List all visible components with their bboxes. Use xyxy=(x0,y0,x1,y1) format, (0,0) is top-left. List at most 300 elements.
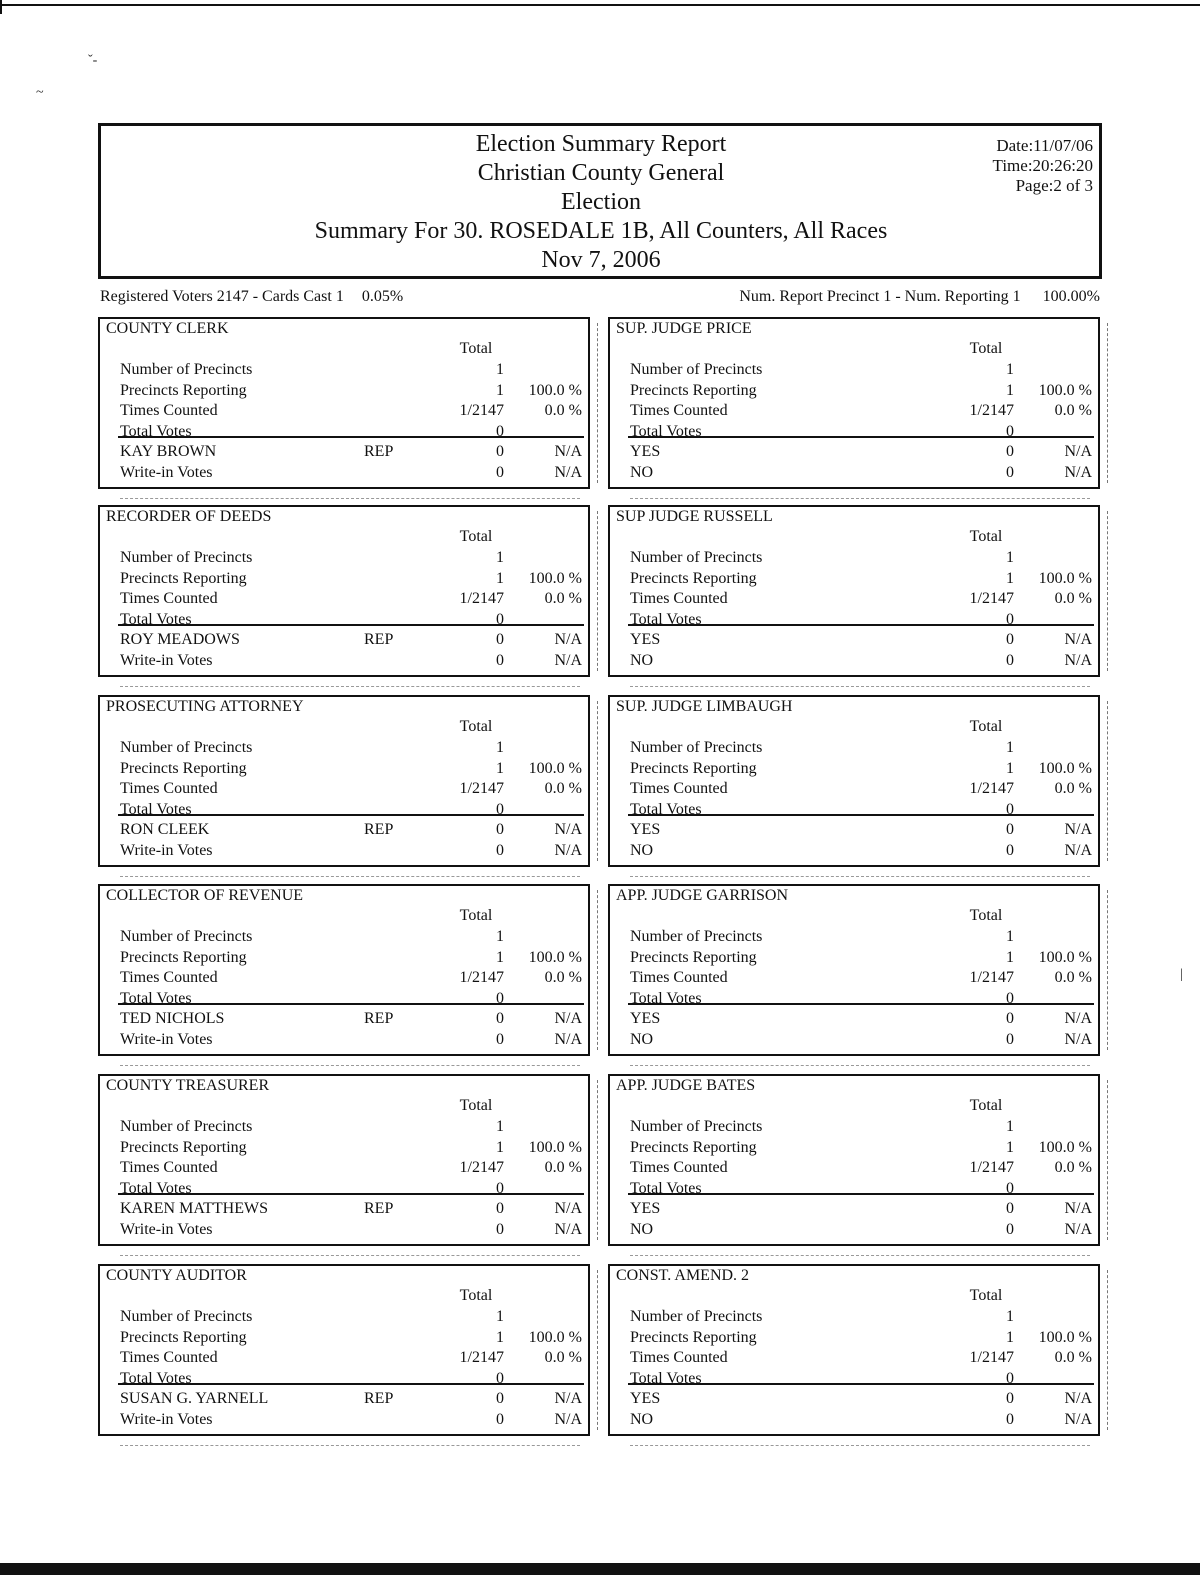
choice-votes: 0 xyxy=(1006,464,1014,481)
choice-label: NO xyxy=(630,1411,654,1428)
scan-speck: ~ xyxy=(36,85,44,100)
row-label: Number of Precincts xyxy=(630,361,763,378)
number-of-precincts-row xyxy=(610,927,1098,947)
scan-edge-artifact xyxy=(597,701,598,861)
scan-edge-artifact xyxy=(1107,701,1108,861)
choice-votes: 0 xyxy=(496,1411,504,1428)
choice-row xyxy=(100,841,588,861)
choice-row xyxy=(100,1030,588,1050)
row-label: Number of Precincts xyxy=(120,1118,253,1135)
race-title: SUP. JUDGE LIMBAUGH xyxy=(616,698,793,715)
race-box xyxy=(98,1074,590,1246)
row-label: Precincts Reporting xyxy=(120,570,247,587)
row-percent: 0.0 % xyxy=(544,969,582,986)
choice-votes: 0 xyxy=(496,1010,504,1027)
choice-votes: 0 xyxy=(1006,1221,1014,1238)
choice-percent: N/A xyxy=(1064,1031,1092,1048)
report-meta xyxy=(993,136,1093,196)
report-election: Election xyxy=(561,189,641,215)
row-value: 0 xyxy=(496,423,504,440)
scan-edge-artifact xyxy=(1107,323,1108,483)
choice-votes: 0 xyxy=(496,842,504,859)
row-value: 1/2147 xyxy=(459,1349,504,1366)
row-label: Total Votes xyxy=(120,990,192,1007)
row-value: 1 xyxy=(1006,1308,1014,1325)
race-title: SUP. JUDGE PRICE xyxy=(616,320,752,337)
choice-label: NO xyxy=(630,1031,654,1048)
choice-row xyxy=(100,442,588,462)
row-value: 1 xyxy=(1006,1329,1014,1346)
row-value: 1/2147 xyxy=(969,590,1014,607)
race-title: COUNTY CLERK xyxy=(106,320,229,337)
candidate-divider xyxy=(628,624,1094,626)
candidate-divider xyxy=(628,1003,1094,1005)
cards-cast-pct: 0.05% xyxy=(361,288,404,305)
choice-row xyxy=(100,651,588,671)
choice-label: NO xyxy=(630,1221,654,1238)
choice-percent: N/A xyxy=(1064,652,1092,669)
row-label: Total Votes xyxy=(120,801,192,818)
row-label: Precincts Reporting xyxy=(120,382,247,399)
race-box xyxy=(608,884,1100,1056)
times-counted-row xyxy=(100,779,588,799)
row-value: 1 xyxy=(1006,1118,1014,1135)
row-value: 1 xyxy=(496,570,504,587)
row-percent: 100.0 % xyxy=(1038,1139,1092,1156)
choice-percent: N/A xyxy=(554,1200,582,1217)
candidate-divider xyxy=(118,814,584,816)
number-of-precincts-row xyxy=(610,548,1098,568)
scan-left-mark xyxy=(0,0,2,14)
precincts-reporting-row xyxy=(610,1328,1098,1348)
row-label: Precincts Reporting xyxy=(630,570,757,587)
total-header: Total xyxy=(459,718,493,735)
row-value: 1 xyxy=(1006,739,1014,756)
report-title: Election Summary Report xyxy=(475,131,727,157)
scan-speck: | xyxy=(1180,967,1183,982)
choice-percent: N/A xyxy=(1064,1200,1092,1217)
choice-label: RON CLEEK xyxy=(120,821,210,838)
choice-votes: 0 xyxy=(1006,1031,1014,1048)
scan-underline-artifact xyxy=(120,686,580,687)
race-box xyxy=(98,505,590,677)
row-percent: 100.0 % xyxy=(1038,570,1092,587)
row-label: Total Votes xyxy=(120,1180,192,1197)
number-of-precincts-row xyxy=(610,1307,1098,1327)
choice-label: YES xyxy=(630,821,661,838)
total-votes-row xyxy=(100,1369,588,1389)
candidate-divider xyxy=(628,436,1094,438)
choice-votes: 0 xyxy=(496,443,504,460)
row-label: Precincts Reporting xyxy=(630,949,757,966)
row-value: 0 xyxy=(1006,801,1014,818)
total-votes-row xyxy=(100,989,588,1009)
scan-edge-artifact xyxy=(597,323,598,483)
row-label: Number of Precincts xyxy=(630,549,763,566)
row-value: 1 xyxy=(496,1118,504,1135)
row-label: Precincts Reporting xyxy=(630,760,757,777)
choice-votes: 0 xyxy=(1006,443,1014,460)
row-value: 1 xyxy=(496,1139,504,1156)
choice-percent: N/A xyxy=(554,842,582,859)
scan-underline-artifact xyxy=(120,1445,580,1446)
candidate-divider xyxy=(118,1193,584,1195)
row-label: Times Counted xyxy=(630,402,728,419)
row-percent: 0.0 % xyxy=(544,1159,582,1176)
choice-row xyxy=(610,1389,1098,1409)
choice-percent: N/A xyxy=(1064,842,1092,859)
choice-label: Write-in Votes xyxy=(120,464,213,481)
race-title: PROSECUTING ATTORNEY xyxy=(106,698,304,715)
row-value: 0 xyxy=(496,611,504,628)
choice-row xyxy=(100,1009,588,1029)
precincts-reporting-row xyxy=(610,381,1098,401)
row-value: 0 xyxy=(1006,611,1014,628)
choice-row xyxy=(610,1009,1098,1029)
total-votes-row xyxy=(610,610,1098,630)
row-label: Times Counted xyxy=(120,780,218,797)
choice-percent: N/A xyxy=(1064,464,1092,481)
scan-underline-artifact xyxy=(630,876,1090,877)
race-title: CONST. AMEND. 2 xyxy=(616,1267,750,1284)
choice-percent: N/A xyxy=(1064,821,1092,838)
number-of-precincts-row xyxy=(610,1117,1098,1137)
precincts-reporting-row xyxy=(100,948,588,968)
row-value: 0 xyxy=(1006,990,1014,1007)
race-box xyxy=(608,317,1100,489)
race-title: APP. JUDGE GARRISON xyxy=(616,887,789,904)
row-percent: 0.0 % xyxy=(1054,1349,1092,1366)
row-label: Total Votes xyxy=(630,611,702,628)
choice-votes: 0 xyxy=(496,631,504,648)
row-value: 0 xyxy=(496,1180,504,1197)
row-percent: 0.0 % xyxy=(544,402,582,419)
row-label: Total Votes xyxy=(120,1370,192,1387)
row-value: 1 xyxy=(496,949,504,966)
choice-votes: 0 xyxy=(496,821,504,838)
row-label: Number of Precincts xyxy=(120,739,253,756)
scan-underline-artifact xyxy=(120,1065,580,1066)
choice-votes: 0 xyxy=(1006,1010,1014,1027)
row-percent: 100.0 % xyxy=(528,1329,582,1346)
race-box xyxy=(98,884,590,1056)
choice-row xyxy=(100,1220,588,1240)
choice-votes: 0 xyxy=(496,652,504,669)
choice-votes: 0 xyxy=(1006,821,1014,838)
choice-percent: N/A xyxy=(554,631,582,648)
row-value: 1 xyxy=(1006,928,1014,945)
choice-percent: N/A xyxy=(554,443,582,460)
times-counted-row xyxy=(100,968,588,988)
total-header: Total xyxy=(459,340,493,357)
row-percent: 100.0 % xyxy=(528,949,582,966)
race-box xyxy=(608,695,1100,867)
row-value: 1/2147 xyxy=(969,402,1014,419)
race-title: COLLECTOR OF REVENUE xyxy=(106,887,304,904)
row-label: Number of Precincts xyxy=(120,928,253,945)
scan-underline-artifact xyxy=(120,498,580,499)
choice-party: REP xyxy=(364,1010,394,1027)
row-label: Times Counted xyxy=(630,969,728,986)
choice-votes: 0 xyxy=(496,1200,504,1217)
choice-party: REP xyxy=(364,443,394,460)
choice-label: YES xyxy=(630,1200,661,1217)
precincts-reporting-row xyxy=(100,759,588,779)
choice-percent: N/A xyxy=(1064,1010,1092,1027)
choice-label: ROY MEADOWS xyxy=(120,631,240,648)
total-votes-row xyxy=(610,422,1098,442)
row-label: Number of Precincts xyxy=(120,361,253,378)
scan-edge-artifact xyxy=(597,1080,598,1240)
choice-votes: 0 xyxy=(1006,631,1014,648)
candidate-divider xyxy=(118,624,584,626)
report-summary-line: Summary For 30. ROSEDALE 1B, All Counters, All Races xyxy=(314,218,888,244)
choice-row xyxy=(610,630,1098,650)
row-label: Precincts Reporting xyxy=(120,760,247,777)
row-label: Number of Precincts xyxy=(120,549,253,566)
choice-percent: N/A xyxy=(554,821,582,838)
row-percent: 100.0 % xyxy=(1038,949,1092,966)
candidate-divider xyxy=(628,1383,1094,1385)
times-counted-row xyxy=(100,1158,588,1178)
choice-percent: N/A xyxy=(554,1390,582,1407)
choice-party: REP xyxy=(364,1200,394,1217)
race-title: RECORDER OF DEEDS xyxy=(106,508,272,525)
choice-percent: N/A xyxy=(554,1221,582,1238)
total-votes-row xyxy=(100,800,588,820)
choice-row xyxy=(100,820,588,840)
row-percent: 100.0 % xyxy=(1038,382,1092,399)
choice-label: Write-in Votes xyxy=(120,1411,213,1428)
race-box xyxy=(608,1264,1100,1436)
times-counted-row xyxy=(100,401,588,421)
report-title-block xyxy=(101,130,1101,275)
row-label: Precincts Reporting xyxy=(120,1139,247,1156)
row-value: 1 xyxy=(1006,949,1014,966)
choice-label: Write-in Votes xyxy=(120,842,213,859)
times-counted-row xyxy=(100,1348,588,1368)
choice-votes: 0 xyxy=(1006,1411,1014,1428)
precincts-reporting-row xyxy=(610,948,1098,968)
row-label: Times Counted xyxy=(120,402,218,419)
row-percent: 100.0 % xyxy=(528,760,582,777)
row-value: 1 xyxy=(496,361,504,378)
number-of-precincts-row xyxy=(100,1307,588,1327)
row-label: Total Votes xyxy=(630,801,702,818)
choice-label: Write-in Votes xyxy=(120,1031,213,1048)
total-header: Total xyxy=(459,1287,493,1304)
choice-label: TED NICHOLS xyxy=(120,1010,225,1027)
row-value: 1 xyxy=(496,928,504,945)
scan-underline-artifact xyxy=(630,498,1090,499)
row-label: Precincts Reporting xyxy=(630,382,757,399)
total-votes-row xyxy=(100,610,588,630)
choice-label: SUSAN G. YARNELL xyxy=(120,1390,269,1407)
row-value: 1/2147 xyxy=(459,1159,504,1176)
choice-row xyxy=(100,1410,588,1430)
scan-underline-artifact xyxy=(120,1255,580,1256)
row-label: Number of Precincts xyxy=(630,739,763,756)
race-title: COUNTY TREASURER xyxy=(106,1077,270,1094)
choice-percent: N/A xyxy=(554,464,582,481)
row-label: Total Votes xyxy=(120,423,192,440)
choice-percent: N/A xyxy=(1064,1390,1092,1407)
race-box xyxy=(608,1074,1100,1246)
number-of-precincts-row xyxy=(100,927,588,947)
choice-percent: N/A xyxy=(554,1411,582,1428)
total-header: Total xyxy=(459,1097,493,1114)
row-percent: 100.0 % xyxy=(528,382,582,399)
choice-label: YES xyxy=(630,631,661,648)
precincts-reporting-row xyxy=(610,569,1098,589)
total-header: Total xyxy=(969,340,1003,357)
precincts-reporting-row xyxy=(100,381,588,401)
scan-underline-artifact xyxy=(630,1065,1090,1066)
row-label: Times Counted xyxy=(630,1159,728,1176)
row-value: 1 xyxy=(496,1329,504,1346)
scan-bottom-edge xyxy=(0,1563,1200,1575)
row-value: 1/2147 xyxy=(459,969,504,986)
report-header xyxy=(98,123,1102,279)
times-counted-row xyxy=(610,968,1098,988)
row-value: 0 xyxy=(496,801,504,818)
row-percent: 100.0 % xyxy=(528,570,582,587)
choice-row xyxy=(100,630,588,650)
row-label: Total Votes xyxy=(630,990,702,1007)
precincts-reporting-row xyxy=(100,1138,588,1158)
scan-edge-artifact xyxy=(1107,511,1108,671)
row-value: 0 xyxy=(1006,1370,1014,1387)
choice-row xyxy=(610,841,1098,861)
choice-row xyxy=(100,463,588,483)
choice-label: KAY BROWN xyxy=(120,443,217,460)
choice-votes: 0 xyxy=(1006,1390,1014,1407)
row-label: Precincts Reporting xyxy=(630,1329,757,1346)
choice-votes: 0 xyxy=(496,1221,504,1238)
total-votes-row xyxy=(100,422,588,442)
row-value: 0 xyxy=(496,1370,504,1387)
row-label: Times Counted xyxy=(120,1159,218,1176)
choice-percent: N/A xyxy=(1064,631,1092,648)
candidate-divider xyxy=(118,1003,584,1005)
row-percent: 0.0 % xyxy=(544,1349,582,1366)
choice-votes: 0 xyxy=(496,1031,504,1048)
row-label: Total Votes xyxy=(630,1370,702,1387)
row-percent: 100.0 % xyxy=(1038,760,1092,777)
candidate-divider xyxy=(118,1383,584,1385)
total-votes-row xyxy=(610,1369,1098,1389)
choice-votes: 0 xyxy=(496,1390,504,1407)
registered-voters-line xyxy=(100,288,403,306)
race-title: SUP JUDGE RUSSELL xyxy=(616,508,773,525)
row-value: 1 xyxy=(1006,570,1014,587)
choice-row xyxy=(610,463,1098,483)
choice-percent: N/A xyxy=(1064,443,1092,460)
row-value: 1/2147 xyxy=(969,780,1014,797)
row-label: Times Counted xyxy=(120,969,218,986)
choice-label: YES xyxy=(630,443,661,460)
scan-top-edge xyxy=(0,0,1200,6)
total-header: Total xyxy=(969,528,1003,545)
row-label: Times Counted xyxy=(630,1349,728,1366)
scan-edge-artifact xyxy=(597,890,598,1050)
total-header: Total xyxy=(969,907,1003,924)
choice-percent: N/A xyxy=(1064,1221,1092,1238)
choice-row xyxy=(610,820,1098,840)
row-percent: 0.0 % xyxy=(1054,1159,1092,1176)
row-label: Number of Precincts xyxy=(630,1118,763,1135)
scan-underline-artifact xyxy=(630,1255,1090,1256)
race-title: COUNTY AUDITOR xyxy=(106,1267,247,1284)
race-title: APP. JUDGE BATES xyxy=(616,1077,756,1094)
scan-edge-artifact xyxy=(1107,890,1108,1050)
choice-party: REP xyxy=(364,821,394,838)
row-percent: 0.0 % xyxy=(544,590,582,607)
row-value: 0 xyxy=(1006,423,1014,440)
choice-label: KAREN MATTHEWS xyxy=(120,1200,268,1217)
row-label: Times Counted xyxy=(120,590,218,607)
number-of-precincts-row xyxy=(610,738,1098,758)
choice-votes: 0 xyxy=(1006,842,1014,859)
report-time: Time:20:26:20 xyxy=(992,156,1093,175)
row-value: 1 xyxy=(496,549,504,566)
choice-label: Write-in Votes xyxy=(120,652,213,669)
number-of-precincts-row xyxy=(610,360,1098,380)
times-counted-row xyxy=(610,401,1098,421)
choice-percent: N/A xyxy=(1064,1411,1092,1428)
choice-party: REP xyxy=(364,1390,394,1407)
total-votes-row xyxy=(100,1179,588,1199)
row-label: Times Counted xyxy=(120,1349,218,1366)
row-label: Times Counted xyxy=(630,780,728,797)
choice-row xyxy=(100,1199,588,1219)
row-value: 1/2147 xyxy=(969,969,1014,986)
row-value: 1/2147 xyxy=(459,590,504,607)
choice-percent: N/A xyxy=(554,1031,582,1048)
candidate-divider xyxy=(118,436,584,438)
choice-row xyxy=(610,1410,1098,1430)
choice-row xyxy=(610,651,1098,671)
row-percent: 0.0 % xyxy=(1054,780,1092,797)
scan-underline-artifact xyxy=(120,876,580,877)
times-counted-row xyxy=(610,779,1098,799)
row-percent: 0.0 % xyxy=(1054,590,1092,607)
number-of-precincts-row xyxy=(100,548,588,568)
row-label: Number of Precincts xyxy=(120,1308,253,1325)
choice-label: NO xyxy=(630,464,654,481)
total-votes-row xyxy=(610,800,1098,820)
row-value: 0 xyxy=(1006,1180,1014,1197)
total-votes-row xyxy=(610,1179,1098,1199)
total-header: Total xyxy=(969,718,1003,735)
times-counted-row xyxy=(610,1158,1098,1178)
precincts-reporting-row xyxy=(100,1328,588,1348)
report-county: Christian County General xyxy=(477,160,725,186)
choice-percent: N/A xyxy=(554,652,582,669)
choice-label: NO xyxy=(630,842,654,859)
reporting-line xyxy=(739,288,1100,306)
report-election-date: Nov 7, 2006 xyxy=(541,247,661,273)
row-label: Number of Precincts xyxy=(630,928,763,945)
total-header: Total xyxy=(969,1287,1003,1304)
row-value: 1 xyxy=(496,382,504,399)
row-percent: 100.0 % xyxy=(1038,1329,1092,1346)
report-date: Date:11/07/06 xyxy=(996,136,1093,155)
row-label: Precincts Reporting xyxy=(120,949,247,966)
total-votes-row xyxy=(610,989,1098,1009)
choice-row xyxy=(100,1389,588,1409)
scan-edge-artifact xyxy=(597,1270,598,1430)
